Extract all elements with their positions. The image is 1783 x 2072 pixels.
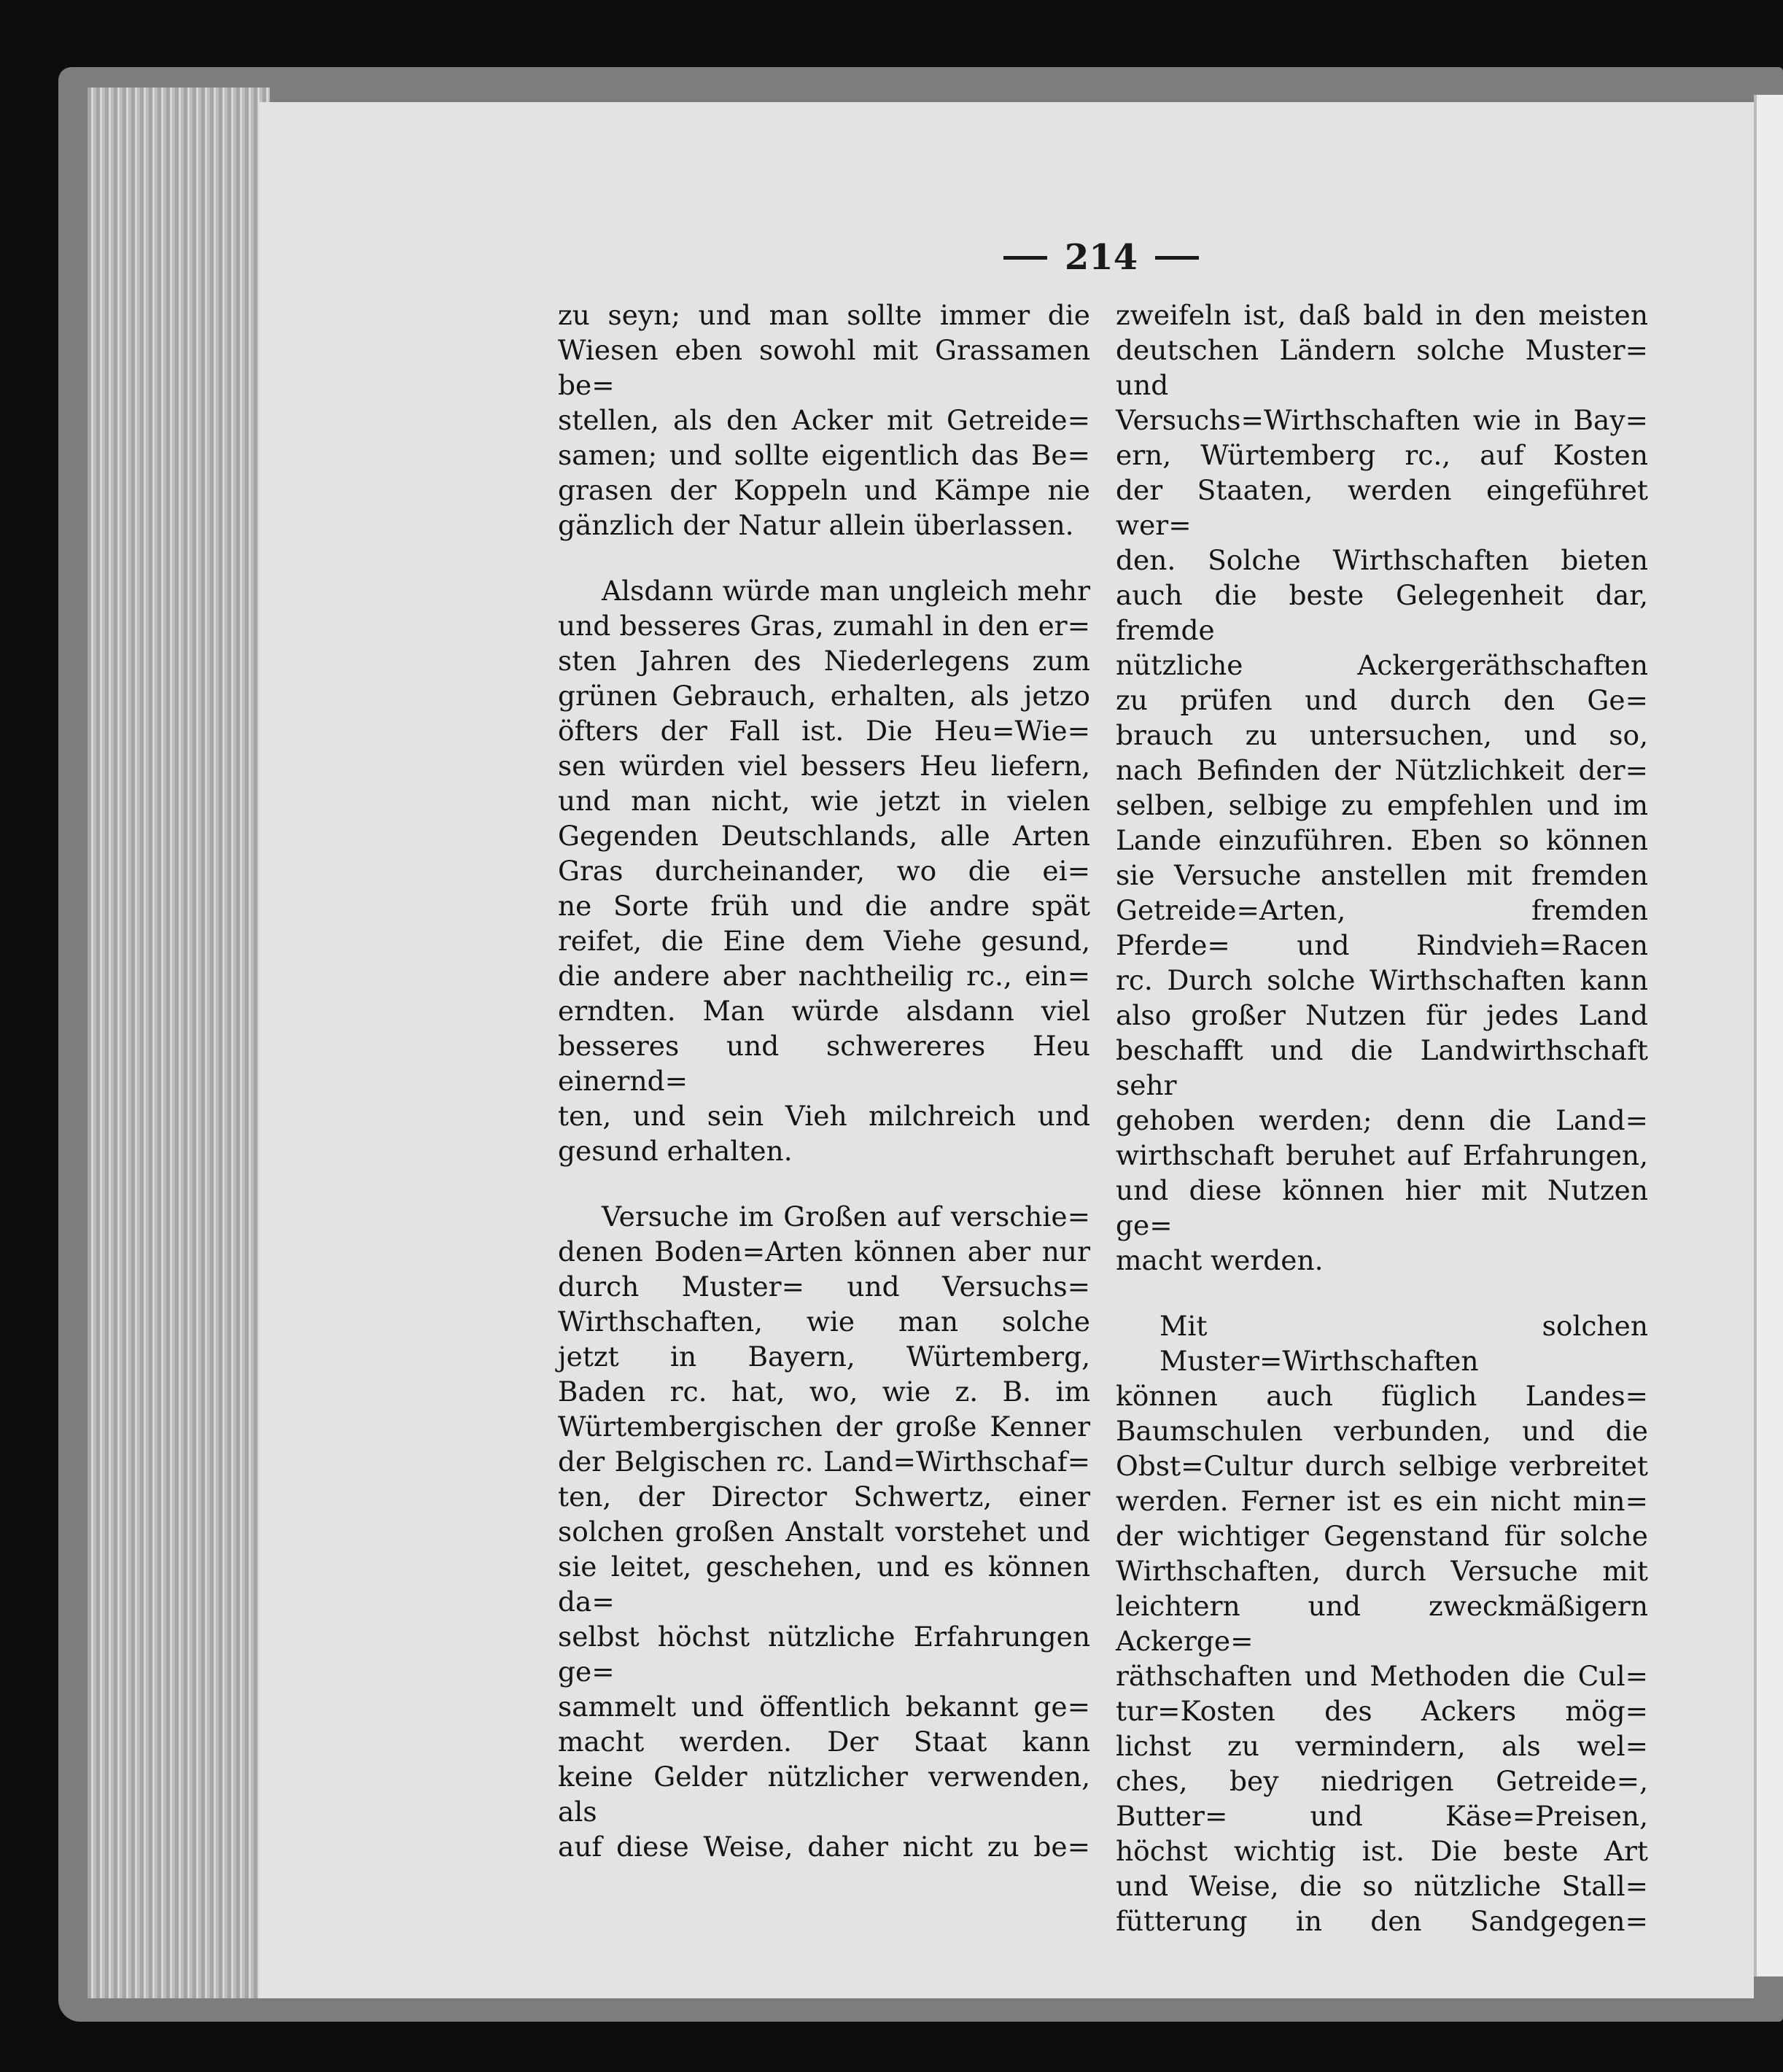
text-line: besseres und schwereres Heu einernd= bbox=[558, 1030, 1090, 1097]
text-line: keine Gelder nützlicher verwenden, als bbox=[558, 1761, 1090, 1828]
text-line: grasen der Koppeln und Kämpe nie bbox=[558, 474, 1090, 506]
text-line: sammelt und öffentlich bekannt ge= bbox=[558, 1691, 1090, 1723]
text-line: sten Jahren des Niederlegens zum bbox=[558, 645, 1090, 677]
paragraph-gap bbox=[558, 543, 1090, 573]
text-line: und besseres Gras, zumahl in den er= bbox=[558, 610, 1090, 642]
text-line: wirthschaft beruhet auf Erfahrungen, bbox=[1116, 1139, 1648, 1171]
page-header bbox=[984, 237, 1218, 278]
text-line: und diese können hier mit Nutzen ge= bbox=[1116, 1174, 1648, 1241]
text-line: solchen großen Anstalt vorstehet und bbox=[558, 1516, 1090, 1548]
text-line: gehoben werden; denn die Land= bbox=[1116, 1104, 1648, 1136]
text-line: Mit solchen Muster=Wirthschaften bbox=[1159, 1310, 1648, 1377]
text-line: Gegenden Deutschlands, alle Arten bbox=[558, 820, 1090, 852]
text-line: jetzt in Bayern, Würtemberg, bbox=[558, 1340, 1090, 1373]
text-line: Gras durcheinander, wo die ei= bbox=[558, 855, 1090, 887]
text-line: Obst=Cultur durch selbige verbreitet bbox=[1116, 1450, 1648, 1482]
text-line: zu prüfen und durch den Ge= bbox=[1116, 684, 1648, 716]
text-line: zu seyn; und man sollte immer die bbox=[558, 299, 1090, 331]
text-line: zweifeln ist, daß bald in den meisten bbox=[1116, 299, 1648, 331]
text-line: ten, und sein Vieh milchreich und bbox=[558, 1100, 1090, 1132]
text-line: gänzlich der Natur allein überlassen. bbox=[558, 509, 1074, 541]
text-line: Getreide=Arten, fremden bbox=[1116, 894, 1648, 926]
text-line: auf diese Weise, daher nicht zu be= bbox=[558, 1831, 1090, 1863]
text-line: Wirthschaften, wie man solche bbox=[558, 1305, 1090, 1338]
text-line: macht werden. Der Staat kann bbox=[558, 1726, 1090, 1758]
paragraph-gap bbox=[558, 1168, 1090, 1199]
text-line: Butter= und Käse=Preisen, bbox=[1116, 1800, 1648, 1832]
text-line: Baumschulen verbunden, und die bbox=[1116, 1415, 1648, 1447]
text-line: Versuche im Großen auf verschie= bbox=[602, 1200, 1090, 1233]
text-line: ten, der Director Schwertz, einer bbox=[558, 1481, 1090, 1513]
text-line: rc. Durch solche Wirthschaften kann bbox=[1116, 964, 1648, 996]
text-line: Pferde= und Rindvieh=Racen bbox=[1116, 929, 1648, 961]
text-line: der wichtiger Gegenstand für solche bbox=[1116, 1520, 1648, 1552]
text-line: Versuchs=Wirthschaften wie in Bay= bbox=[1116, 404, 1648, 436]
text-line: ches, bey niedrigen Getreide=, bbox=[1116, 1765, 1648, 1797]
page-number: 214 bbox=[1064, 237, 1138, 278]
text-line: den. Solche Wirthschaften bieten bbox=[1116, 544, 1648, 576]
text-line: lichst zu vermindern, als wel= bbox=[1116, 1730, 1648, 1762]
header-dash-right bbox=[1155, 256, 1199, 260]
text-line: gesund erhalten. bbox=[558, 1135, 793, 1167]
text-line: durch Muster= und Versuchs= bbox=[558, 1270, 1090, 1303]
text-line: nützliche Ackergeräthschaften bbox=[1116, 649, 1648, 681]
text-line: Wirthschaften, durch Versuche mit bbox=[1116, 1555, 1648, 1587]
text-line: sie Versuche anstellen mit fremden bbox=[1116, 859, 1648, 891]
text-line: selben, selbige zu empfehlen und im bbox=[1116, 789, 1648, 821]
text-line: brauch zu untersuchen, und so, bbox=[1116, 719, 1648, 751]
next-page-edge bbox=[1754, 95, 1783, 1976]
text-line: deutschen Ländern solche Muster= und bbox=[1116, 334, 1648, 401]
text-line: ne Sorte früh und die andre spät bbox=[558, 890, 1090, 922]
right-text-column bbox=[1116, 298, 1648, 1939]
text-line: nach Befinden der Nützlichkeit der= bbox=[1116, 754, 1648, 786]
text-line: grünen Gebrauch, erhalten, als jetzo bbox=[558, 680, 1090, 712]
text-line: höchst wichtig ist. Die beste Art bbox=[1116, 1835, 1648, 1867]
text-line: sie leitet, geschehen, und es können da= bbox=[558, 1551, 1090, 1618]
text-line: erndten. Man würde alsdann viel bbox=[558, 995, 1090, 1027]
text-line: fütterung in den Sandgegen= bbox=[1116, 1905, 1648, 1937]
text-line: leichtern und zweckmäßigern Ackerge= bbox=[1116, 1590, 1648, 1657]
text-line: Lande einzuführen. Eben so können bbox=[1116, 824, 1648, 856]
text-line: ern, Würtemberg rc., auf Kosten bbox=[1116, 439, 1648, 471]
header-dash-left bbox=[1003, 256, 1047, 260]
text-line: können auch füglich Landes= bbox=[1116, 1380, 1648, 1412]
text-line: und Weise, die so nützliche Stall= bbox=[1116, 1870, 1648, 1902]
text-line: der Belgischen rc. Land=Wirthschaf= bbox=[558, 1446, 1090, 1478]
text-line: reifet, die Eine dem Viehe gesund, bbox=[558, 925, 1090, 957]
left-text-column bbox=[558, 298, 1090, 1864]
text-line: stellen, als den Acker mit Getreide= bbox=[558, 404, 1090, 436]
page-edges bbox=[88, 88, 270, 1998]
text-line: beschafft und die Landwirthschaft sehr bbox=[1116, 1034, 1648, 1101]
text-line: denen Boden=Arten können aber nur bbox=[558, 1235, 1090, 1268]
text-line: räthschaften und Methoden die Cul= bbox=[1116, 1660, 1648, 1692]
text-line: tur=Kosten des Ackers mög= bbox=[1116, 1695, 1648, 1727]
text-line: öfters der Fall ist. Die Heu=Wie= bbox=[558, 715, 1090, 747]
text-line: Wiesen eben sowohl mit Grassamen be= bbox=[558, 334, 1090, 401]
text-line: samen; und sollte eigentlich das Be= bbox=[558, 439, 1090, 471]
text-line: Alsdann würde man ungleich mehr bbox=[602, 575, 1090, 607]
text-line: also großer Nutzen für jedes Land bbox=[1116, 999, 1648, 1031]
text-line: macht werden. bbox=[1116, 1244, 1324, 1276]
text-line: Baden rc. hat, wo, wie z. B. im bbox=[558, 1375, 1090, 1408]
text-line: Würtembergischen der große Kenner bbox=[558, 1411, 1090, 1443]
text-line: werden. Ferner ist es ein nicht min= bbox=[1116, 1485, 1648, 1517]
text-line: selbst höchst nützliche Erfahrungen ge= bbox=[558, 1621, 1090, 1688]
text-line: die andere aber nachtheilig rc., ein= bbox=[558, 960, 1090, 992]
text-line: auch die beste Gelegenheit dar, fremde bbox=[1116, 579, 1648, 646]
text-line: der Staaten, werden eingeführet wer= bbox=[1116, 474, 1648, 541]
paragraph-gap bbox=[1116, 1278, 1648, 1308]
text-line: und man nicht, wie jetzt in vielen bbox=[558, 785, 1090, 817]
text-line: sen würden viel bessers Heu liefern, bbox=[558, 750, 1090, 782]
